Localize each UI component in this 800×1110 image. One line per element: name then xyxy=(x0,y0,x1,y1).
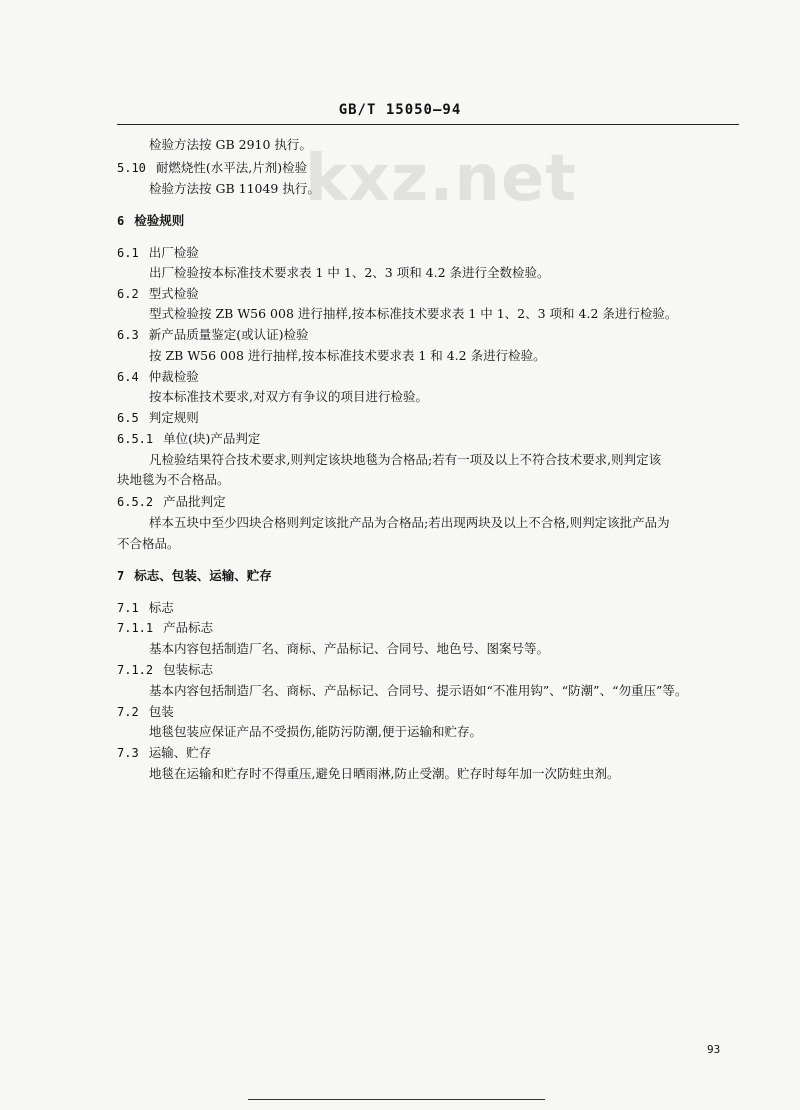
clause-6-5-2-text-1: 样本五块中至少四块合格则判定该批产品为合格品;若出现两块及以上不合格,则判定该批产品为 xyxy=(149,515,670,530)
clause-6-1-heading: 6.1 出厂检验 xyxy=(117,245,199,260)
clause-5-9-method: 检验方法按 GB 2910 执行。 xyxy=(149,137,312,152)
clause-6-5-heading: 6.5 判定规则 xyxy=(117,410,199,425)
standard-code-header: GB/T 15050—94 xyxy=(338,102,462,118)
watermark-text: kxz.net xyxy=(305,142,577,216)
clause-7-1-2-text: 基本内容包括制造厂名、商标、产品标记、合同号、提示语如“不准用钩”、“防潮”、“勿重压”等。 xyxy=(149,683,688,698)
clause-7-1-2-heading: 7.1.2 包装标志 xyxy=(117,662,214,677)
clause-6-3-text: 按 ZB W56 008 进行抽样,按本标准技术要求表 1 和 4.2 条进行检验。 xyxy=(149,348,546,363)
clause-6-5-2-text-2: 不合格品。 xyxy=(117,536,180,551)
clause-6-3-heading: 6.3 新产品质量鉴定(或认证)检验 xyxy=(117,327,309,342)
clause-6-1-text: 出厂检验按本标准技术要求表 1 中 1、2、3 项和 4.2 条进行全数检验。 xyxy=(149,265,550,280)
clause-6-2-heading: 6.2 型式检验 xyxy=(117,286,199,301)
clause-6-5-1-heading: 6.5.1 单位(块)产品判定 xyxy=(117,431,261,446)
clause-5-10-method: 检验方法按 GB 11049 执行。 xyxy=(149,181,320,196)
clause-7-3-heading: 7.3 运输、贮存 xyxy=(117,745,212,760)
clause-7-1-1-text: 基本内容包括制造厂名、商标、产品标记、合同号、地色号、图案号等。 xyxy=(149,641,550,656)
clause-6-2-text: 型式检验按 ZB W56 008 进行抽样,按本标准技术要求表 1 中 1、2、3 项和 4.2 条进行检验。 xyxy=(149,306,678,321)
page-number: 93 xyxy=(707,1043,721,1056)
clause-6-4-heading: 6.4 仲裁检验 xyxy=(117,369,199,384)
clause-7-1-heading: 7.1 标志 xyxy=(117,600,174,615)
clause-7-2-text: 地毯包装应保证产品不受损伤,能防污防潮,便于运输和贮存。 xyxy=(149,724,482,739)
clause-7-2-heading: 7.2 包装 xyxy=(117,704,174,719)
section-6-heading: 6 检验规则 xyxy=(117,213,185,228)
clause-6-5-2-heading: 6.5.2 产品批判定 xyxy=(117,494,226,509)
bottom-rule xyxy=(248,1099,545,1100)
clause-6-5-1-text-1: 凡检验结果符合技术要求,则判定该块地毯为合格品;若有一项及以上不符合技术要求,则判定该 xyxy=(149,452,662,467)
clause-7-1-1-heading: 7.1.1 产品标志 xyxy=(117,620,214,635)
section-7-heading: 7 标志、包装、运输、贮存 xyxy=(117,568,272,583)
header-rule xyxy=(117,124,739,125)
clause-7-3-text: 地毯在运输和贮存时不得重压,避免日晒雨淋,防止受潮。贮存时每年加一次防蛀虫剂。 xyxy=(149,766,620,781)
clause-6-5-1-text-2: 块地毯为不合格品。 xyxy=(117,472,230,487)
clause-6-4-text: 按本标准技术要求,对双方有争议的项目进行检验。 xyxy=(149,389,428,404)
clause-5-10-heading: 5.10 耐燃烧性(水平法,片剂)检验 xyxy=(117,160,308,175)
